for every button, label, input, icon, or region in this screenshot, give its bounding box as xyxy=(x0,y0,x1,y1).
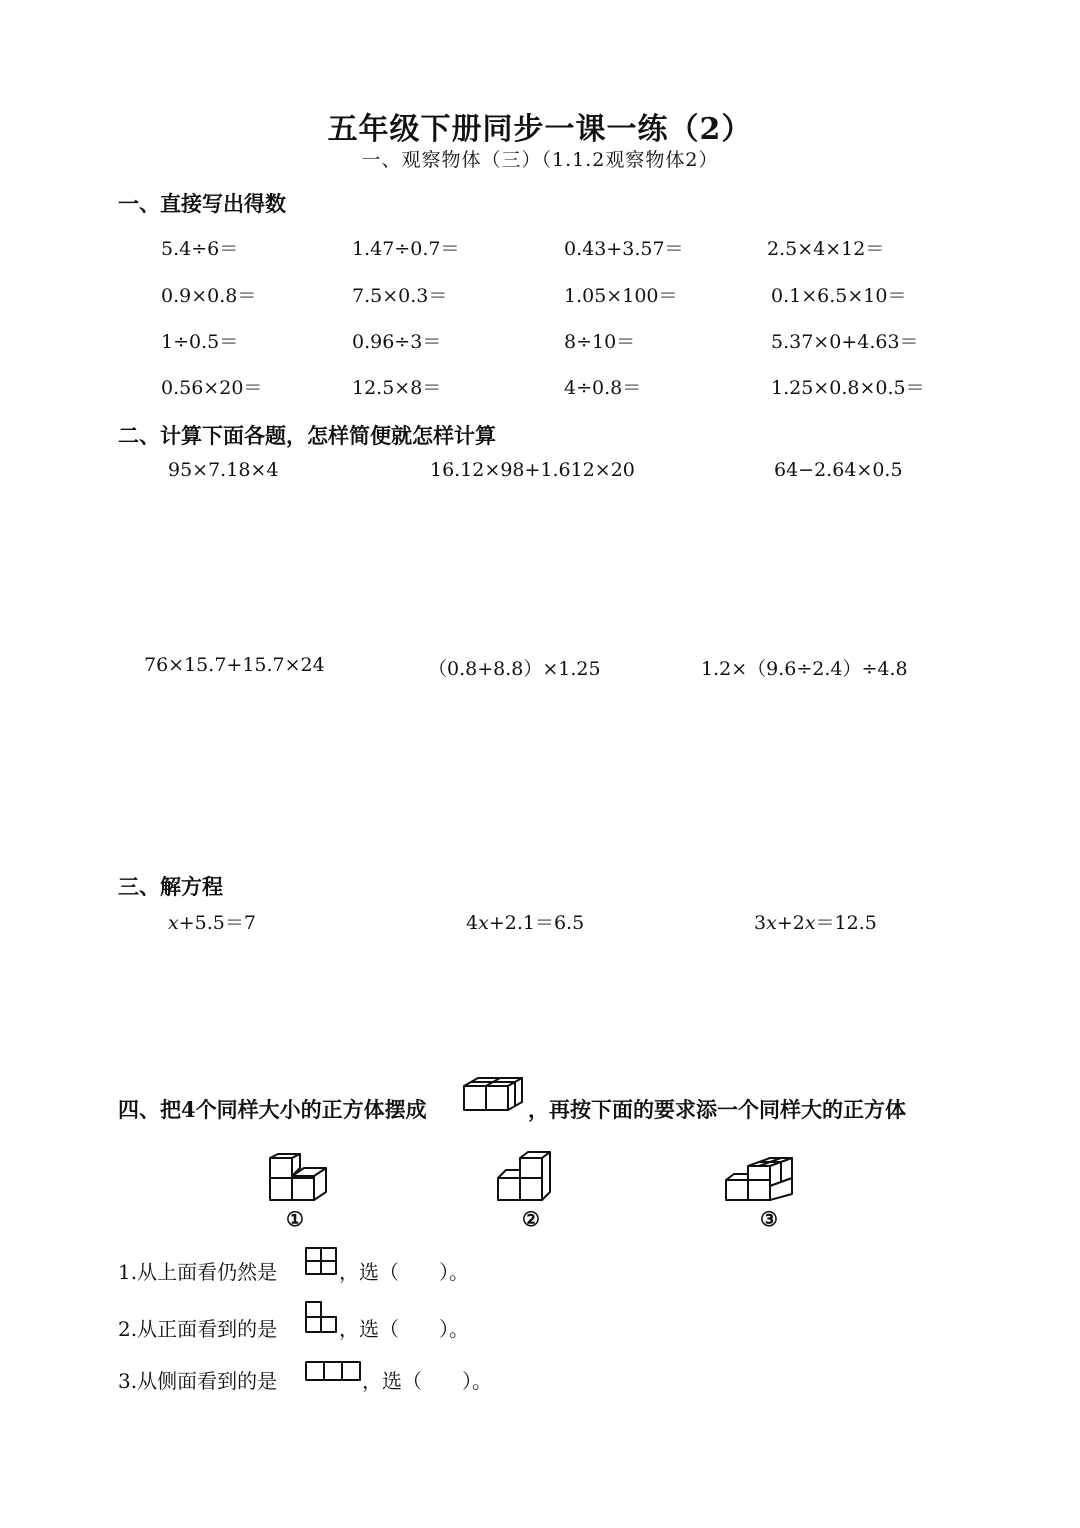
section1-heading: 一、直接写出得数 xyxy=(118,191,286,216)
oral-calc-item: 0.56×20＝ xyxy=(161,377,263,399)
oral-calc-item: 4÷0.8＝ xyxy=(564,377,642,399)
cube-figure-3 xyxy=(722,1156,796,1204)
cube-figure-2 xyxy=(494,1148,560,1204)
oral-calc-item: 1.05×100＝ xyxy=(564,285,678,307)
oral-calc-item: 12.5×8＝ xyxy=(352,377,442,399)
oral-calc-item: 2.5×4×12＝ xyxy=(767,238,885,260)
calc-problem: 16.12×98+1.612×20 xyxy=(430,459,635,481)
oral-calc-item: 0.96÷3＝ xyxy=(352,331,442,353)
question-3: 3.从侧面看到的是 xyxy=(118,1369,278,1393)
calc-problem: 76×15.7+15.7×24 xyxy=(144,654,325,676)
oral-calc-item: 1÷0.5＝ xyxy=(161,331,239,353)
oral-calc-item: 5.37×0+4.63＝ xyxy=(771,331,919,353)
oral-calc-item: 5.4÷6＝ xyxy=(161,238,239,260)
question-1: 1.从上面看仍然是 xyxy=(118,1260,278,1284)
page-title: 五年级下册同步一课一练（2） xyxy=(327,112,753,147)
oral-calc-item: 7.5×0.3＝ xyxy=(352,285,448,307)
calc-problem: 1.2×（9.6÷2.4）÷4.8 xyxy=(701,658,908,680)
oral-calc-item: 0.1×6.5×10＝ xyxy=(771,285,907,307)
figure-label-2: ② xyxy=(522,1207,540,1231)
equation: 3x+2x＝12.5 xyxy=(754,912,877,934)
cube-figure-1 xyxy=(266,1148,332,1204)
question-2-choice[interactable]: ，选（ ）。 xyxy=(339,1317,469,1341)
calc-problem: （0.8+8.8）×1.25 xyxy=(428,658,601,680)
figure-label-3: ③ xyxy=(760,1207,778,1231)
equation: x+5.5＝7 xyxy=(168,912,256,934)
section3-heading: 三、解方程 xyxy=(118,874,223,899)
oral-calc-item: 0.43+3.57＝ xyxy=(564,238,684,260)
page-subtitle: 一、观察物体（三）（1.1.2观察物体2） xyxy=(361,149,719,171)
question-3-choice[interactable]: ，选（ ）。 xyxy=(362,1369,492,1393)
calc-problem: 64−2.64×0.5 xyxy=(774,459,903,481)
front-view-icon xyxy=(304,1300,338,1334)
figure-label-1: ① xyxy=(286,1207,304,1231)
oral-calc-item: 8÷10＝ xyxy=(564,331,636,353)
oral-calc-item: 1.47÷0.7＝ xyxy=(352,238,460,260)
question-1-choice[interactable]: ，选（ ）。 xyxy=(339,1260,469,1284)
question-2: 2.从正面看到的是 xyxy=(118,1317,278,1341)
oral-calc-item: 1.25×0.8×0.5＝ xyxy=(771,377,925,399)
calc-problem: 95×7.18×4 xyxy=(168,459,279,481)
side-view-icon xyxy=(304,1360,362,1382)
top-view-grid-icon xyxy=(304,1246,338,1276)
equation: 4x+2.1＝6.5 xyxy=(466,912,585,934)
section2-heading: 二、计算下面各题，怎样简便就怎样计算 xyxy=(118,423,496,448)
oral-calc-item: 0.9×0.8＝ xyxy=(161,285,257,307)
section4-heading-part1: 四、把4个同样大小的正方体摆成 xyxy=(118,1097,427,1122)
four-cube-block-figure xyxy=(460,1074,526,1114)
section4-heading-part2: ，再按下面的要求添一个同样大的正方体 xyxy=(528,1097,906,1122)
